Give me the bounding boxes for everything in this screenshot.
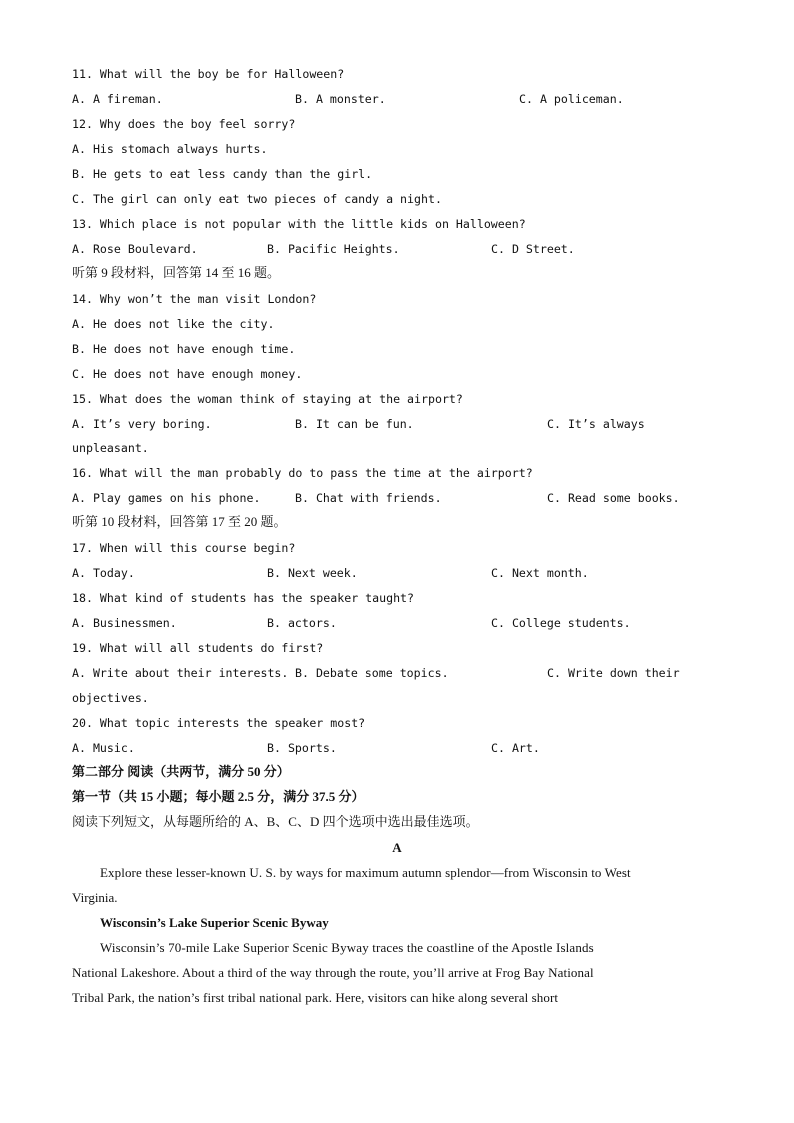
q15-option-b: B. It can be fun. bbox=[295, 417, 414, 431]
passage-body-line-2: National Lakeshore. About a third of the way through the route, you’ll arrive at Frog Bay National bbox=[72, 965, 594, 980]
question-11: 11. What will the boy be for Halloween? bbox=[72, 67, 345, 81]
q13-option-a: A. Rose Boulevard. bbox=[72, 242, 198, 256]
q16-option-c: C. Read some books. bbox=[547, 491, 680, 505]
q15-option-c-continued: unpleasant. bbox=[72, 441, 149, 455]
q12-option-a: A. His stomach always hurts. bbox=[72, 142, 268, 156]
q14-option-c: C. He does not have enough money. bbox=[72, 367, 303, 381]
part-two-title: 第二部分 阅读（共两节，满分 50 分） bbox=[72, 764, 290, 779]
instruction-segment-9: 听第 9 段材料，回答第 14 至 16 题。 bbox=[72, 265, 281, 280]
q15-option-a: A. It’s very boring. bbox=[72, 417, 212, 431]
question-15: 15. What does the woman think of staying at the airport? bbox=[72, 392, 463, 406]
question-20: 20. What topic interests the speaker most? bbox=[72, 716, 366, 730]
q18-option-a: A. Businessmen. bbox=[72, 616, 177, 630]
passage-intro-line-1: Explore these lesser-known U. S. by ways for maximum autumn splendor—from Wisconsin to West bbox=[100, 865, 631, 880]
instruction-segment-10: 听第 10 段材料，回答第 17 至 20 题。 bbox=[72, 514, 287, 529]
q20-option-a: A. Music. bbox=[72, 741, 135, 755]
question-17: 17. When will this course begin? bbox=[72, 541, 296, 555]
question-18: 18. What kind of students has the speaker taught? bbox=[72, 591, 415, 605]
question-13: 13. Which place is not popular with the little kids on Halloween? bbox=[72, 217, 526, 231]
q16-option-b: B. Chat with friends. bbox=[295, 491, 442, 505]
q16-option-a: A. Play games on his phone. bbox=[72, 491, 261, 505]
q11-option-c: C. A policeman. bbox=[519, 92, 624, 106]
question-19: 19. What will all students do first? bbox=[72, 641, 324, 655]
passage-intro-line-2: Virginia. bbox=[72, 890, 118, 905]
passage-body-line-3: Tribal Park, the nation’s first tribal national park. Here, visitors can hike along several short bbox=[72, 990, 559, 1005]
passage-subheading: Wisconsin’s Lake Superior Scenic Byway bbox=[100, 915, 329, 930]
q12-option-b: B. He gets to eat less candy than the girl. bbox=[72, 167, 373, 181]
q12-option-c: C. The girl can only eat two pieces of candy a night. bbox=[72, 192, 442, 206]
question-16: 16. What will the man probably do to pass the time at the airport? bbox=[72, 466, 533, 480]
q19-option-c-continued: objectives. bbox=[72, 691, 149, 705]
q11-option-b: B. A monster. bbox=[295, 92, 386, 106]
q11-option-a: A. A fireman. bbox=[72, 92, 163, 106]
question-12: 12. Why does the boy feel sorry? bbox=[72, 117, 296, 131]
q19-option-a: A. Write about their interests. bbox=[72, 666, 289, 680]
q17-option-a: A. Today. bbox=[72, 566, 135, 580]
section-one-title: 第一节（共 15 小题；每小题 2.5 分，满分 37.5 分） bbox=[72, 789, 365, 804]
reading-instruction: 阅读下列短文，从每题所给的 A、B、C、D 四个选项中选出最佳选项。 bbox=[72, 814, 479, 829]
q19-option-c: C. Write down their bbox=[547, 666, 680, 680]
passage-label: A bbox=[392, 840, 402, 855]
q17-option-b: B. Next week. bbox=[267, 566, 358, 580]
q14-option-a: A. He does not like the city. bbox=[72, 317, 275, 331]
q13-option-b: B. Pacific Heights. bbox=[267, 242, 400, 256]
q18-option-b: B. actors. bbox=[267, 616, 337, 630]
q17-option-c: C. Next month. bbox=[491, 566, 589, 580]
q20-option-c: C. Art. bbox=[491, 741, 540, 755]
question-14: 14. Why won’t the man visit London? bbox=[72, 292, 317, 306]
passage-body-line-1: Wisconsin’s 70-mile Lake Superior Scenic Byway traces the coastline of the Apostle Islands bbox=[100, 940, 594, 955]
q13-option-c: C. D Street. bbox=[491, 242, 575, 256]
q19-option-b: B. Debate some topics. bbox=[295, 666, 449, 680]
q18-option-c: C. College students. bbox=[491, 616, 631, 630]
q20-option-b: B. Sports. bbox=[267, 741, 337, 755]
q15-option-c: C. It’s always bbox=[547, 417, 645, 431]
q14-option-b: B. He does not have enough time. bbox=[72, 342, 296, 356]
